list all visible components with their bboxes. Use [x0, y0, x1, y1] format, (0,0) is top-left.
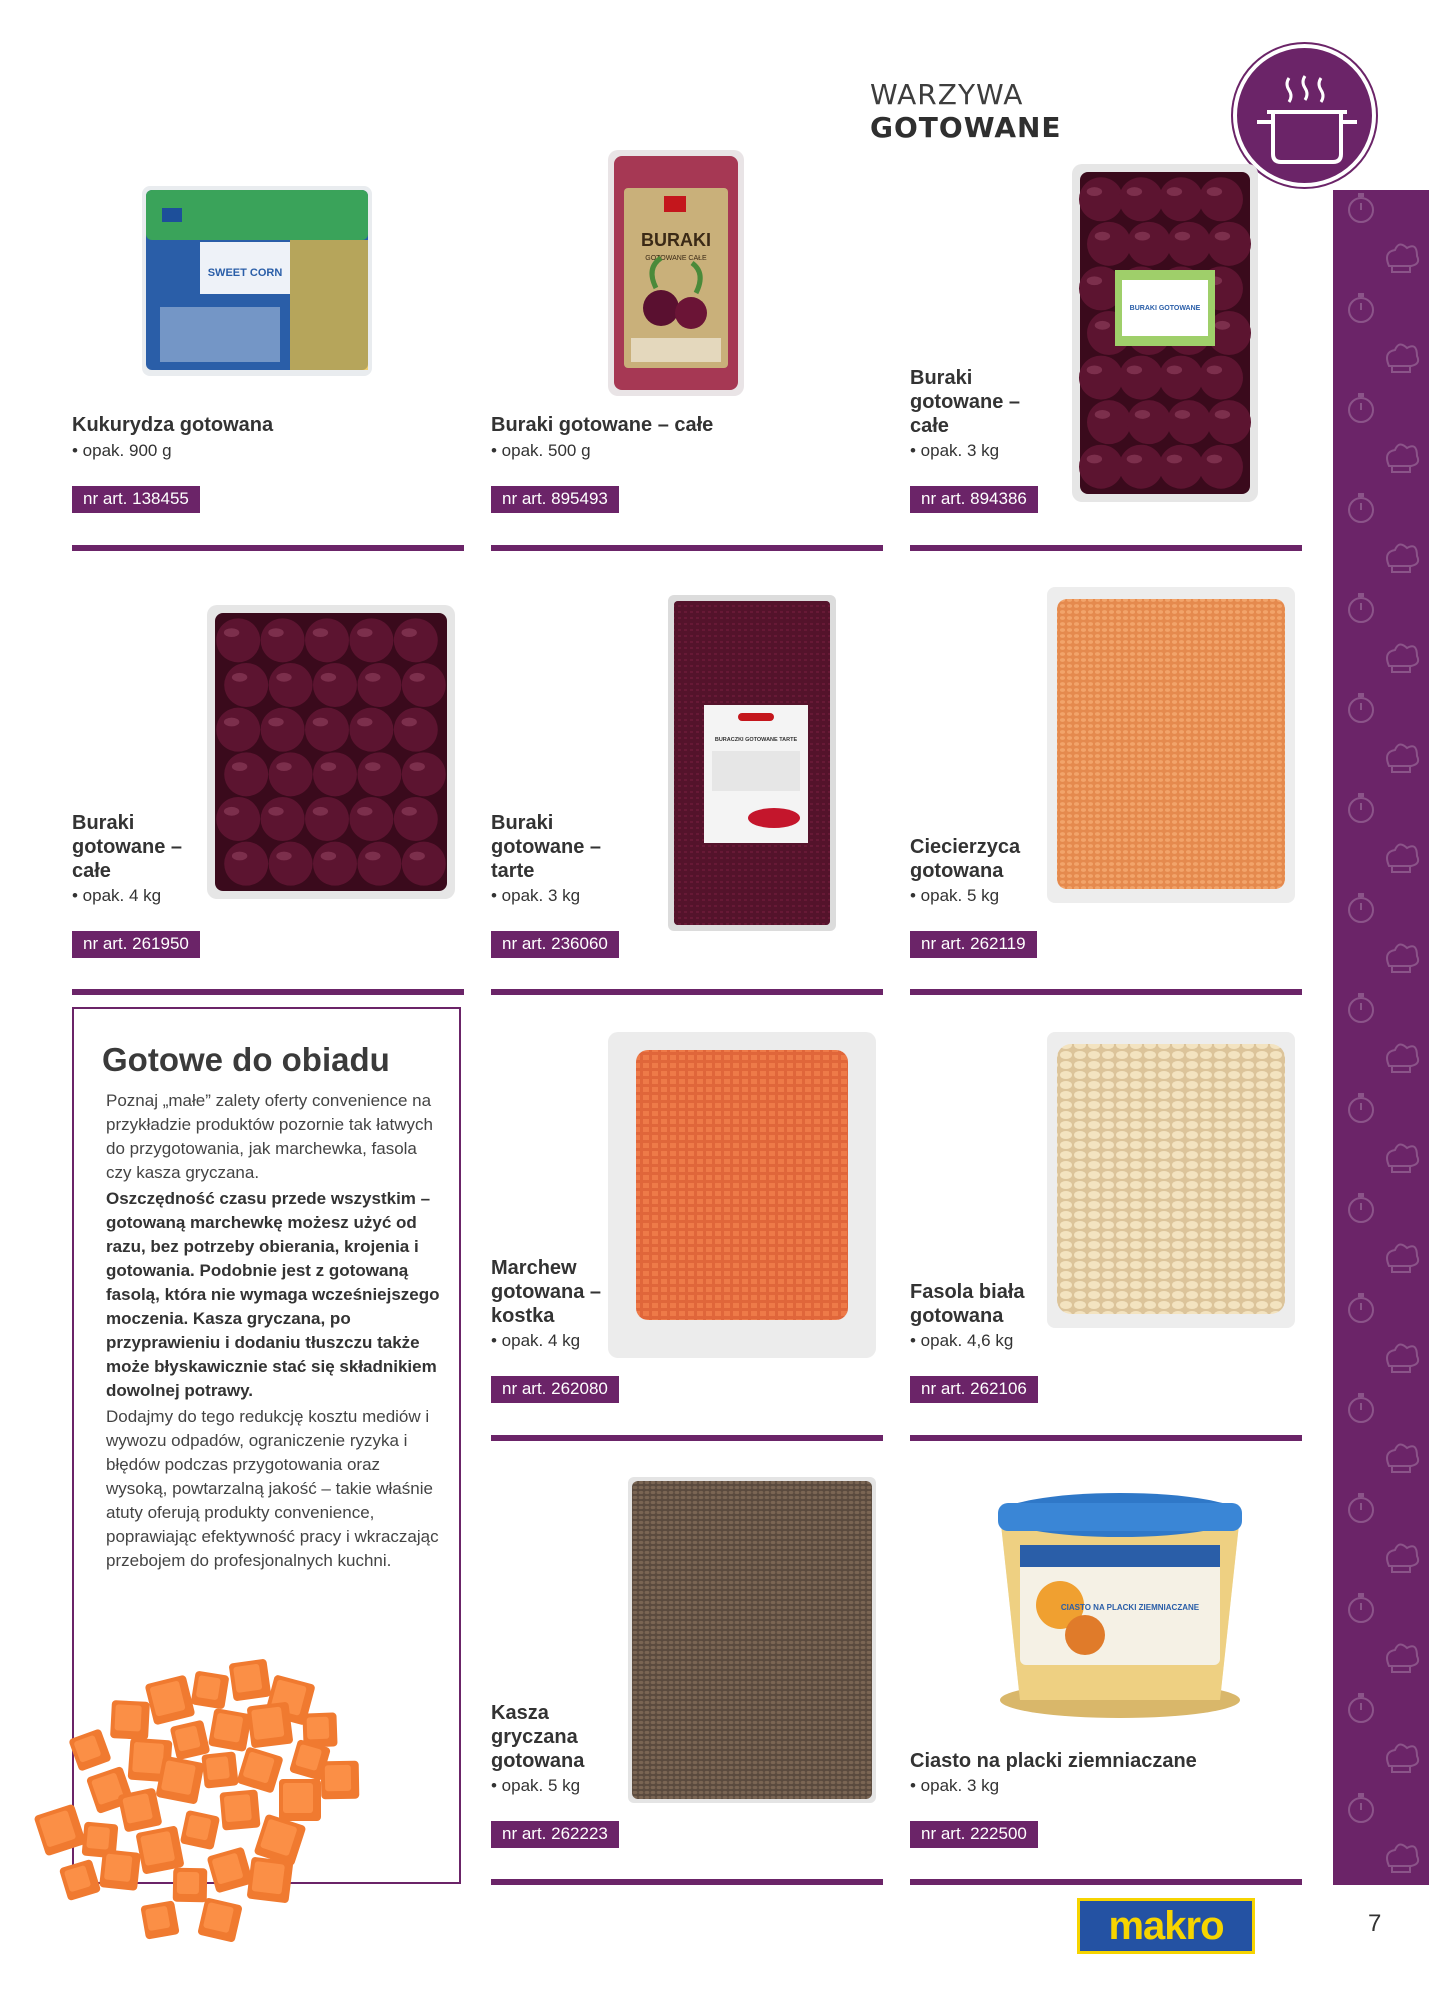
product-card-ciecierzyca[interactable]: [910, 585, 1302, 1005]
card-divider: [910, 1435, 1302, 1441]
article-number-badge: nr art. 895493: [491, 486, 619, 513]
info-text: [106, 1089, 441, 1575]
card-divider: [910, 1879, 1302, 1885]
pack-label-buraki-sub: GOTOWANE CAŁE: [645, 255, 707, 262]
makro-logo: [1077, 1898, 1255, 1954]
product-pack: • opak. 3 kg: [910, 1776, 1000, 1795]
article-number-badge: nr art. 138455: [72, 486, 200, 513]
product-name: Ciecierzyca gotowana: [910, 836, 1021, 882]
product-pack: • opak. 3 kg: [491, 886, 581, 905]
product-pack: • opak. 4,6 kg: [910, 1331, 1014, 1350]
product-name: Kasza gryczana gotowana: [491, 1702, 585, 1772]
product-name: Buraki gotowane – całe: [72, 812, 183, 882]
product-pack: • opak. 3 kg: [910, 441, 1000, 460]
decorative-side-band: [1333, 190, 1429, 1885]
product-image-sweet-corn: [140, 182, 374, 382]
article-number-badge: nr art. 894386: [910, 486, 1038, 513]
pack-label-buraki: BURAKI: [641, 230, 711, 250]
product-image-ciecierzyca: [1045, 585, 1297, 905]
product-name: Marchew gotowana – kostka: [491, 1257, 602, 1327]
article-number-badge: nr art. 262106: [910, 1376, 1038, 1403]
product-pack: • opak. 5 kg: [491, 1776, 581, 1795]
product-card-fasola[interactable]: [910, 1030, 1302, 1450]
product-image-kasza: [626, 1475, 878, 1805]
article-number-badge: nr art. 262080: [491, 1376, 619, 1403]
product-name: Buraki gotowane – tarte: [491, 812, 602, 882]
product-pack: • opak. 4 kg: [72, 886, 162, 905]
carrot-cubes-image: [20, 1630, 450, 1960]
info-paragraph-3: Dodajmy do tego redukcję kosztu mediów i wywozu odpadów, ograniczenie ryzyka i błędów podczas przygotowania oraz wysoką, powtarzalną jakość – takie właśnie atuty oferują produkty convenience, poprawiając efektywność pracy i wkraczając przebojem do profesjonalnych kuchni.: [106, 1407, 439, 1570]
card-divider: [491, 1435, 883, 1441]
product-pack: • opak. 4 kg: [491, 1331, 581, 1350]
section-title-bold: GOTOWANE: [870, 111, 1062, 144]
page-number: 7: [1368, 1910, 1382, 1937]
card-divider: [72, 989, 464, 995]
info-paragraph-1: Poznaj „małe” zalety oferty convenience na przykładzie produktów pozornie tak łatwych do przygotowania, jak marchewka, fasola czy kasza gryczana.: [106, 1091, 433, 1182]
product-name: Buraki gotowane – całe: [491, 414, 714, 436]
info-title: Gotowe do obiadu: [102, 1041, 390, 1078]
article-number-badge: nr art. 262119: [910, 931, 1037, 958]
product-pack: • opak. 5 kg: [910, 886, 1000, 905]
product-image-ciasto: [980, 1475, 1260, 1725]
product-pack: • opak. 500 g: [491, 441, 591, 460]
product-card-kukurydza[interactable]: [72, 140, 464, 560]
card-divider: [910, 989, 1302, 995]
product-name: Buraki gotowane – całe: [910, 367, 1021, 437]
product-name: Fasola biała gotowana: [910, 1281, 1025, 1327]
product-image-buraki-4kg: [205, 603, 457, 901]
article-number-badge: nr art. 262223: [491, 1821, 619, 1848]
product-card-buraki-3kg[interactable]: [910, 140, 1302, 560]
info-paragraph-2: Oszczędność czasu przede wszystkim – gotowaną marchewkę możesz użyć od razu, bez potrzeby obierania, krojenia i gotowania. Podobnie jest z gotowaną fasolą, która nie wymaga wcześniejszego moczenia. Kasza gryczana, po przyprawieniu i dodaniu tłuszczu także może błyskawicznie stać się składnikiem dowolnej potrawy.: [106, 1189, 440, 1400]
section-title-light: WARZYWA: [870, 78, 1024, 111]
card-divider: [72, 545, 464, 551]
product-image-buraki-500: [606, 148, 746, 398]
article-number-badge: nr art. 236060: [491, 931, 619, 958]
makro-logo-text: makro: [1108, 1903, 1224, 1948]
pack-label-buraki-3kg: BURAKI GOTOWANE: [1129, 305, 1201, 312]
product-name: Kukurydza gotowana: [72, 414, 274, 436]
product-card-ciasto[interactable]: [910, 1475, 1302, 1895]
product-image-buraki-3kg: [1070, 162, 1260, 504]
card-divider: [910, 545, 1302, 551]
product-card-kasza[interactable]: [491, 1475, 883, 1895]
product-card-marchew[interactable]: [491, 1030, 883, 1450]
card-divider: [491, 1879, 883, 1885]
section-title: [870, 78, 1210, 144]
pack-label-tarte: BURACZKI GOTOWANE TARTE: [714, 737, 798, 743]
product-card-buraki-tarte[interactable]: [491, 585, 883, 1005]
card-divider: [491, 545, 883, 551]
product-card-buraki-4kg[interactable]: [72, 585, 464, 1005]
product-pack: • opak. 900 g: [72, 441, 172, 460]
article-number-badge: nr art. 222500: [910, 1821, 1038, 1848]
product-name: Ciasto na placki ziemniaczane: [910, 1750, 1197, 1772]
product-image-marchew: [606, 1030, 878, 1360]
card-divider: [491, 989, 883, 995]
product-image-buraki-tarte: [666, 593, 838, 933]
article-number-badge: nr art. 261950: [72, 931, 200, 958]
product-card-buraki-500[interactable]: [491, 140, 883, 560]
product-image-fasola: [1045, 1030, 1297, 1330]
pack-label-sweet-corn: SWEET CORN: [207, 267, 283, 279]
pack-label-ciasto: CIASTO NA PLACKI ZIEMNIACZANE: [1060, 1603, 1200, 1612]
